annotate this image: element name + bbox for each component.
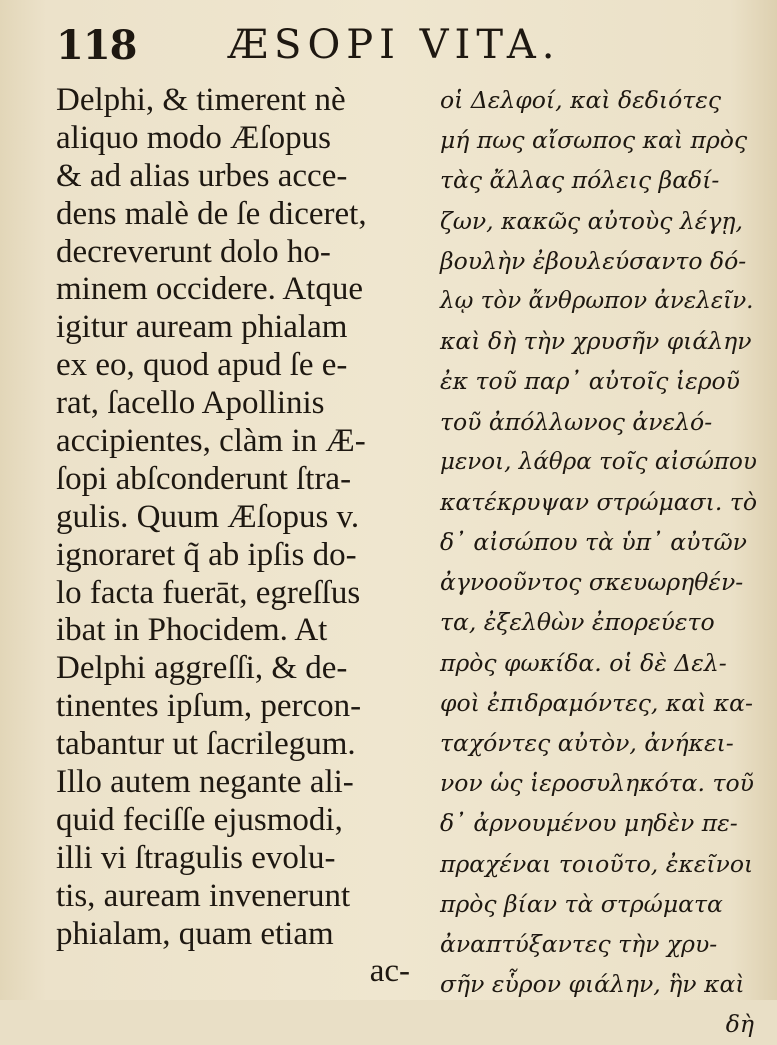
latin-line: rat, ſacello Apollinis — [56, 385, 325, 422]
latin-line: ex eo, quod apud ſe e- — [56, 347, 348, 384]
latin-line: decreverunt dolo ho- — [56, 233, 331, 270]
latin-line: phialam, quam etiam — [56, 915, 334, 952]
latin-line: quid feciſſe ejusmodi, — [56, 801, 343, 838]
page-number: 118 — [56, 22, 137, 69]
latin-line: tabantur ut ſacrilegum. — [56, 726, 356, 763]
greek-line: δ᾽ ἀρνουμένου μηδὲν πε- — [440, 809, 738, 838]
greek-line: τοῦ ἀπόλλωνος ἀνελό- — [440, 407, 713, 436]
latin-line: dens malè de ſe diceret, — [56, 195, 367, 232]
latin-line: lo facta fuerāt, egreſſus — [56, 574, 361, 611]
latin-column — [56, 82, 414, 991]
greek-line: ζων, κακῶς αὐτοὺς λέγῃ, — [440, 206, 743, 235]
latin-line: & ad alias urbes acce- — [56, 157, 348, 194]
latin-line: tis, auream invenerunt — [56, 877, 351, 914]
greek-line: οἱ Δελφοί, καὶ δεδιότες — [440, 86, 722, 114]
latin-line: tinentes ipſum, percon- — [56, 688, 362, 725]
greek-line: βουλὴν ἐβουλεύσαντο δό- — [440, 246, 747, 275]
greek-line: ἀγνοοῦντος σκευωρηθέν- — [440, 568, 744, 597]
greek-line: ἐκ τοῦ παρ᾽ αὐτοῖς ἱεροῦ — [440, 367, 740, 396]
greek-line: τα, ἐξελθὼν ἐπορεύετο — [440, 608, 715, 637]
greek-line: κατέκρυψαν στρώμασι. τὸ — [440, 487, 757, 516]
latin-line: Delphi aggreſſi, & de- — [56, 650, 348, 687]
latin-line: Delphi, & timerent nè — [56, 82, 346, 118]
page-header — [56, 18, 756, 70]
greek-line: σῆν εὗρον φιάλην, ἣν καὶ — [440, 970, 745, 999]
latin-line: Illo autem negante ali- — [56, 764, 354, 801]
latin-line: accipientes, clàm in Æ- — [56, 423, 366, 460]
latin-line: illi vi ſtragulis evolu- — [56, 839, 336, 876]
greek-line: νον ὡς ἱεροσυληκότα. τοῦ — [440, 769, 754, 798]
greek-line: πρὸς βίαν τὰ στρώματα — [440, 889, 723, 918]
greek-line: δ᾽ αἰσώπου τὰ ὑπ᾽ αὐτῶν — [440, 528, 747, 557]
running-head: ÆSOPI VITA. — [228, 22, 561, 68]
greek-line: ἀναπτύξαντες τὴν χρυ- — [440, 929, 718, 958]
greek-line: μενοι, λάθρα τοῖς αἰσώπου — [440, 448, 757, 475]
greek-line: μή πως αἴσωπος καὶ πρὸς — [440, 126, 748, 155]
greek-catchword: δὴ — [725, 1010, 754, 1039]
latin-line: minem occidere. Atque — [56, 271, 363, 308]
greek-line: πρὸς φωκίδα. οἱ δὲ Δελ- — [440, 648, 727, 677]
greek-line: καὶ δὴ τὴν χρυσῆν φιάλην — [440, 327, 752, 356]
greek-column — [440, 80, 758, 1045]
latin-line: igitur auream phialam — [56, 309, 348, 346]
latin-line: ibat in Phocidem. At — [56, 612, 328, 649]
greek-line: λῳ τὸν ἄνθρωπον ἀνελεῖν. — [440, 287, 754, 314]
latin-line: ignoraret q̃ ab ipſis do- — [56, 536, 357, 573]
latin-line: ſopi abſconderunt ſtra- — [56, 460, 352, 497]
latin-catchword: ac- — [369, 953, 410, 990]
greek-line: φοὶ ἐπιδραμόντες, καὶ κα- — [440, 688, 753, 717]
latin-line: gulis. Quum Æſopus v. — [56, 498, 360, 535]
latin-line: aliquo modo Æſopus — [56, 119, 332, 156]
greek-line: ταχόντες αὐτὸν, ἀνήκει- — [440, 729, 734, 757]
greek-line: πραχέναι τοιοῦτο, ἐκεῖνοι — [440, 849, 754, 878]
greek-line: τὰς ἄλλας πόλεις βαδί- — [440, 166, 720, 195]
